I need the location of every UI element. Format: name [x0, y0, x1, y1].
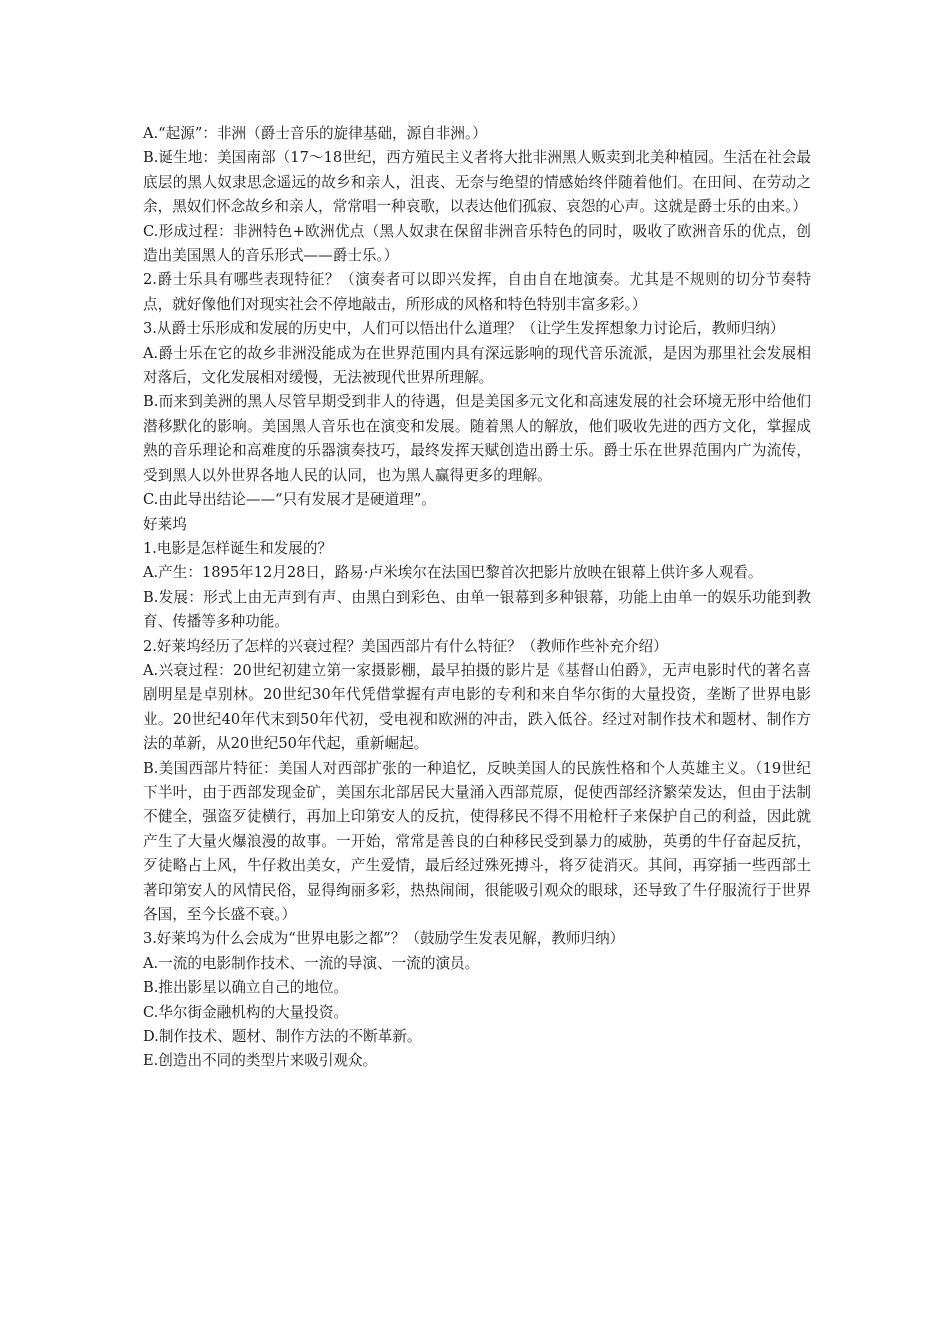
paragraph-rise-and-fall: A.兴衰过程：20世纪初建立第一家摄影棚，最早拍摄的影片是《基督山伯爵》，无声电影时代的著名喜剧明星是卓别林。20世纪30年代凭借掌握有声电影的专利和来自华尔街的大量投资，垄断了世界电影业。20世纪40年代末到50年代初，受电视和欧洲的冲击，跌入低谷。经过对制作技术和题材、制作方法的革新，从20世纪50年代起，重新崛起。 [143, 661, 811, 753]
paragraph-birthplace: B.诞生地：美国南部（17～18世纪，西方殖民主义者将大批非洲黑人贩卖到北美种植园。生活在社会最底层的黑人奴隶思念遥远的故乡和亲人，沮丧、无奈与绝望的情感始终伴随着他们。在田间、在劳动之余，黑奴们怀念故乡和亲人，常常唱一种哀歌，以表达他们孤寂、哀怨的心声。这就是爵士乐的由来。） [143, 149, 811, 216]
paragraph-reason-a: A.一流的电影制作技术、一流的导演、一流的演员。 [143, 954, 480, 972]
paragraph-reason-b: B.推出影星以确立自己的地位。 [143, 979, 349, 997]
paragraph-western-films: B.美国西部片特征：美国人对西部扩张的一种追忆，反映美国人的民族性格和个人英雄主义。（19世纪下半叶，由于西部发现金矿，美国东北部居民大量涌入西部荒原，促使西部经济繁荣发达，但由于法制不健全，强盗歹徒横行，再加上印第安人的反抗，使得移民不得不用枪杆子来保护自己的利益，因此就产生了大量火爆浪漫的故事。一开始，常常是善良的白种移民受到暴力的威胁，英勇的牛仔奋起反抗，歹徒略占上风，牛仔救出美女，产生爱情，最后经过殊死搏斗，将歹徒消灭。其间，再穿插一些西部土著印第安人的风情民俗，显得绚丽多彩，热热闹闹，很能吸引观众的眼球，还导致了牛仔服流行于世界各国，至今长盛不衰。） [143, 759, 811, 923]
paragraph-film-question-1: 1.电影是怎样诞生和发展的？ [143, 539, 333, 557]
paragraph-reason-c: C.华尔街金融机构的大量投资。 [143, 1003, 349, 1021]
paragraph-film-question-3: 3.好莱坞为什么会成为“世界电影之都”？（鼓励学生发表见解，教师归纳） [143, 930, 625, 948]
paragraph-reason-e: E.创造出不同的类型片来吸引观众。 [143, 1052, 378, 1070]
section-heading-hollywood: 好莱坞 [143, 515, 187, 533]
paragraph-film-question-2: 2.好莱坞经历了怎样的兴衰过程？美国西部片有什么特征？（教师作些补充介绍） [143, 637, 668, 655]
paragraph-film-origin: A.产生：1895年12月28日，路易·卢米埃尔在法国巴黎首次把影片放映在银幕上供许多人观看。 [143, 564, 763, 582]
paragraph-answer-c: C.由此导出结论——“只有发展才是硬道理”。 [143, 491, 436, 509]
paragraph-origin: A.“起源”：非洲（爵士音乐的旋律基础，源自非洲。） [143, 125, 487, 142]
paragraph-reason-d: D.制作技术、题材、制作方法的不断革新。 [143, 1028, 422, 1046]
paragraph-film-development: B.发展：形式上由无声到有声、由黑白到彩色、由单一银幕到多种银幕，功能上由单一的娱乐功能到教育、传播等多种功能。 [143, 588, 811, 631]
paragraph-answer-b: B.而来到美洲的黑人尽管早期受到非人的待遇，但是美国多元文化和高速发展的社会环境无形中给他们潜移默化的影响。美国黑人音乐也在演变和发展。随着黑人的解放，他们吸收先进的西方文化，掌握成熟的音乐理论和高难度的乐器演奏技巧，最终发挥天赋创造出爵士乐。爵士乐在世界范围内广为流传，受到黑人以外世界各地人民的认同，也为黑人赢得更多的理解。 [143, 393, 811, 484]
paragraph-question-3: 3.从爵士乐形成和发展的历史中，人们可以悟出什么道理？（让学生发挥想象力讨论后，教师归纳） [143, 320, 785, 338]
paragraph-formation: C.形成过程：非洲特色+欧洲优点（黑人奴隶在保留非洲音乐特色的同时，吸收了欧洲音乐的优点，创造出美国黑人的音乐形式——爵士乐。） [143, 222, 811, 265]
document-body [143, 122, 811, 1074]
paragraph-answer-a: A.爵士乐在它的故乡非洲没能成为在世界范围内具有深远影响的现代音乐流派，是因为那里社会发展相对落后，文化发展相对缓慢，无法被现代世界所理解。 [143, 344, 811, 387]
paragraph-question-2: 2.爵士乐具有哪些表现特征？（演奏者可以即兴发挥，自由自在地演奏。尤其是不规则的切分节奏特点，就好像他们对现实社会不停地敲击，所形成的风格和特色特别丰富多彩。） [143, 271, 811, 313]
